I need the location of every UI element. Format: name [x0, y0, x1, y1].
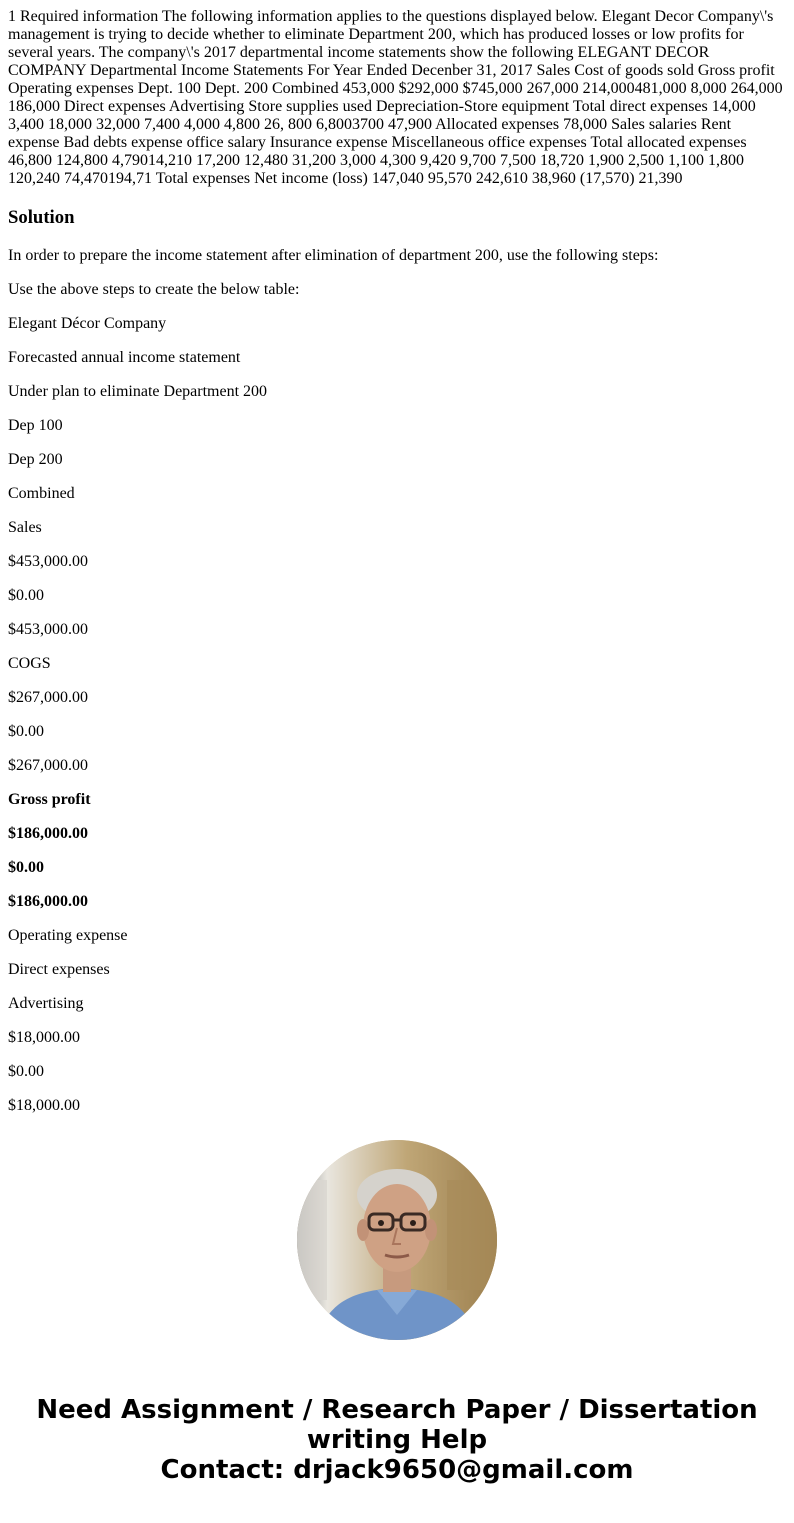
- solution-line: $18,000.00: [8, 1029, 80, 1046]
- solution-line: Use the above steps to create the below table:: [8, 281, 300, 298]
- solution-line: Combined: [8, 485, 75, 502]
- solution-line: Elegant Décor Company: [8, 315, 167, 332]
- solution-heading: Solution: [8, 207, 75, 228]
- person-photo-icon: [297, 1140, 497, 1340]
- solution-line: $18,000.00: [8, 1097, 80, 1114]
- solution-line: Dep 200: [8, 451, 63, 468]
- solution-line: Operating expense: [8, 927, 128, 944]
- solution-line: $453,000.00: [8, 621, 88, 638]
- avatar-container: [8, 1140, 786, 1345]
- solution-line: Gross profit: [8, 791, 91, 808]
- promo-line-contact: Contact: drjack9650@gmail.com: [160, 1455, 634, 1485]
- solution-line: Direct expenses: [8, 961, 110, 978]
- solution-line: Dep 100: [8, 417, 63, 434]
- solution-line: COGS: [8, 655, 51, 672]
- solution-line: $0.00: [8, 723, 44, 740]
- solution-line: $0.00: [8, 859, 44, 876]
- solution-line: $186,000.00: [8, 825, 88, 842]
- solution-line: Under plan to eliminate Department 200: [8, 383, 268, 400]
- avatar: [297, 1140, 497, 1340]
- promo-line-help: Need Assignment / Research Paper / Dissertation writing Help: [36, 1395, 758, 1455]
- solution-line: In order to prepare the income statement after elimination of department 200, use the following steps:: [8, 247, 659, 264]
- solution-line: $453,000.00: [8, 553, 88, 570]
- solution-line: $0.00: [8, 587, 44, 604]
- question-text: 1 Required information The following information applies to the questions displayed below. Elegant Decor Company\'s management is trying to decide whether to eliminate Department 200, which has produced losses or low profits for several years. The company\'s 2017 departmental income statements show the following ELEGANT DECOR COMPANY Departmental Income Statements For Year Ended Decenber 31, 2017 Sales Cost of goods sold Gross profit Operating expenses Dept. 100 Dept. 200 Combined 453,000 $292,000 $745,000 267,000 214,000481,000 8,000 264,000 186,000 Direct expenses Advertising Store supplies used Depreciation-Store equipment Total direct expenses 14,000 3,400 18,000 32,000 7,400 4,000 4,800 26, 800 6,8003700 47,900 Allocated expenses 78,000 Sales salaries Rent expense Bad debts expense office salary Insurance expense Miscellaneous office expenses Total allocated expenses 46,800 124,800 4,79014,210 17,200 12,480 31,200 3,000 4,300 9,420 9,700 7,500 18,720 1,900 2,500 1,100 1,800 120,240 74,470194,71 Total expenses Net income (loss) 147,040 95,570 242,610 38,960 (17,570) 21,390: [8, 8, 783, 187]
- solution-line: $186,000.00: [8, 893, 88, 910]
- solution-line: $267,000.00: [8, 757, 88, 774]
- solution-line: Forecasted annual income statement: [8, 349, 241, 366]
- solution-line: $0.00: [8, 1063, 44, 1080]
- solution-line: Sales: [8, 519, 42, 536]
- solution-line: Advertising: [8, 995, 84, 1012]
- solution-line: $267,000.00: [8, 689, 88, 706]
- solution-lines: [8, 247, 786, 1115]
- promo-banner: [8, 1395, 786, 1485]
